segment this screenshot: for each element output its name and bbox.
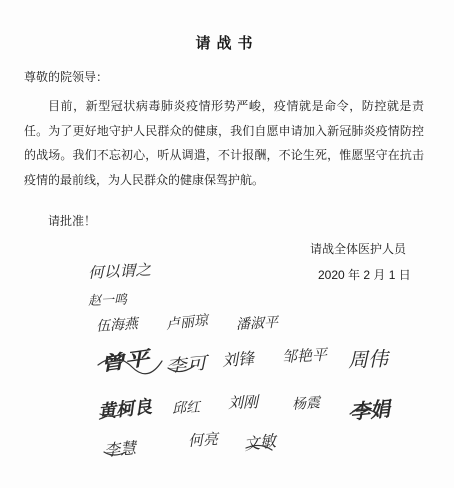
signature: 文敏 (242, 431, 278, 454)
signature: 李娟 (349, 396, 392, 424)
signature: 曾平 (98, 347, 151, 376)
signature: 黄柯良 (97, 396, 153, 423)
signature: 卢丽琼 (165, 312, 209, 333)
signature: 刘锋 (221, 348, 255, 370)
signature: 伍海燕 (95, 316, 139, 335)
signature: 何亮 (187, 429, 219, 450)
signature: 赵一鸣 (87, 292, 128, 309)
signature: 邹艳平 (281, 345, 328, 366)
signature: 李可 (165, 353, 208, 377)
approval-line: 请批准！ (48, 214, 97, 228)
greeting: 尊敬的院领导： (24, 70, 109, 84)
signature: 刘刚 (227, 392, 259, 412)
signature: 李慧 (103, 438, 137, 460)
body-paragraph: 目前，新型冠状病毒肺炎疫情形势严峻，疫情就是命令，防控就是责任。为了更好地守护人民群众的健康，我们自愿申请加入新冠肺炎疫情防控的战场。我们不忘初心，听从调遣，不计报酬，不论生死，惟愿坚守在抗击疫情的最前线，为人民群众的健康保驾护航。 (24, 99, 424, 187)
signature: 何以谓之 (87, 260, 152, 282)
date-line: 2020 年 2 月 1 日 (318, 268, 411, 282)
signature: 杨震 (291, 395, 321, 413)
signature: 周伟 (347, 346, 389, 372)
document-title: 请战书 (195, 34, 259, 52)
signer-line: 请战全体医护人员 (310, 242, 407, 256)
signature: 邱红 (171, 399, 201, 417)
signature: 潘淑平 (235, 314, 279, 333)
